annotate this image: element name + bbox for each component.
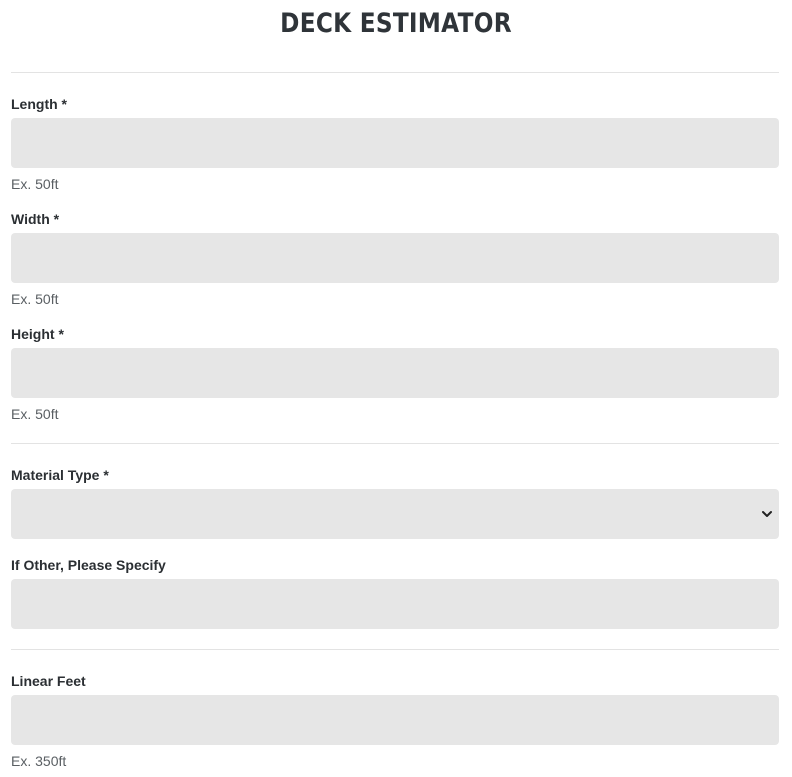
width-hint: Ex. 50ft — [11, 291, 59, 307]
divider — [11, 72, 779, 73]
height-label: Height * — [11, 326, 64, 342]
other-specify-label: If Other, Please Specify — [11, 557, 166, 573]
form-title: DECK ESTIMATOR — [280, 8, 512, 39]
width-input[interactable] — [11, 233, 779, 283]
linear-feet-label: Linear Feet — [11, 673, 86, 689]
length-label: Length * — [11, 96, 67, 112]
height-input[interactable] — [11, 348, 779, 398]
divider — [11, 443, 779, 444]
divider — [11, 649, 779, 650]
width-label: Width * — [11, 211, 60, 227]
length-hint: Ex. 50ft — [11, 176, 59, 192]
linear-feet-input[interactable] — [11, 695, 779, 745]
height-hint: Ex. 50ft — [11, 406, 59, 422]
length-input[interactable] — [11, 118, 779, 168]
linear-feet-hint: Ex. 350ft — [11, 753, 67, 769]
chevron-down-icon[interactable] — [761, 508, 773, 520]
material-type-select[interactable] — [11, 489, 779, 539]
other-specify-input[interactable] — [11, 579, 779, 629]
material-type-label: Material Type * — [11, 467, 109, 483]
